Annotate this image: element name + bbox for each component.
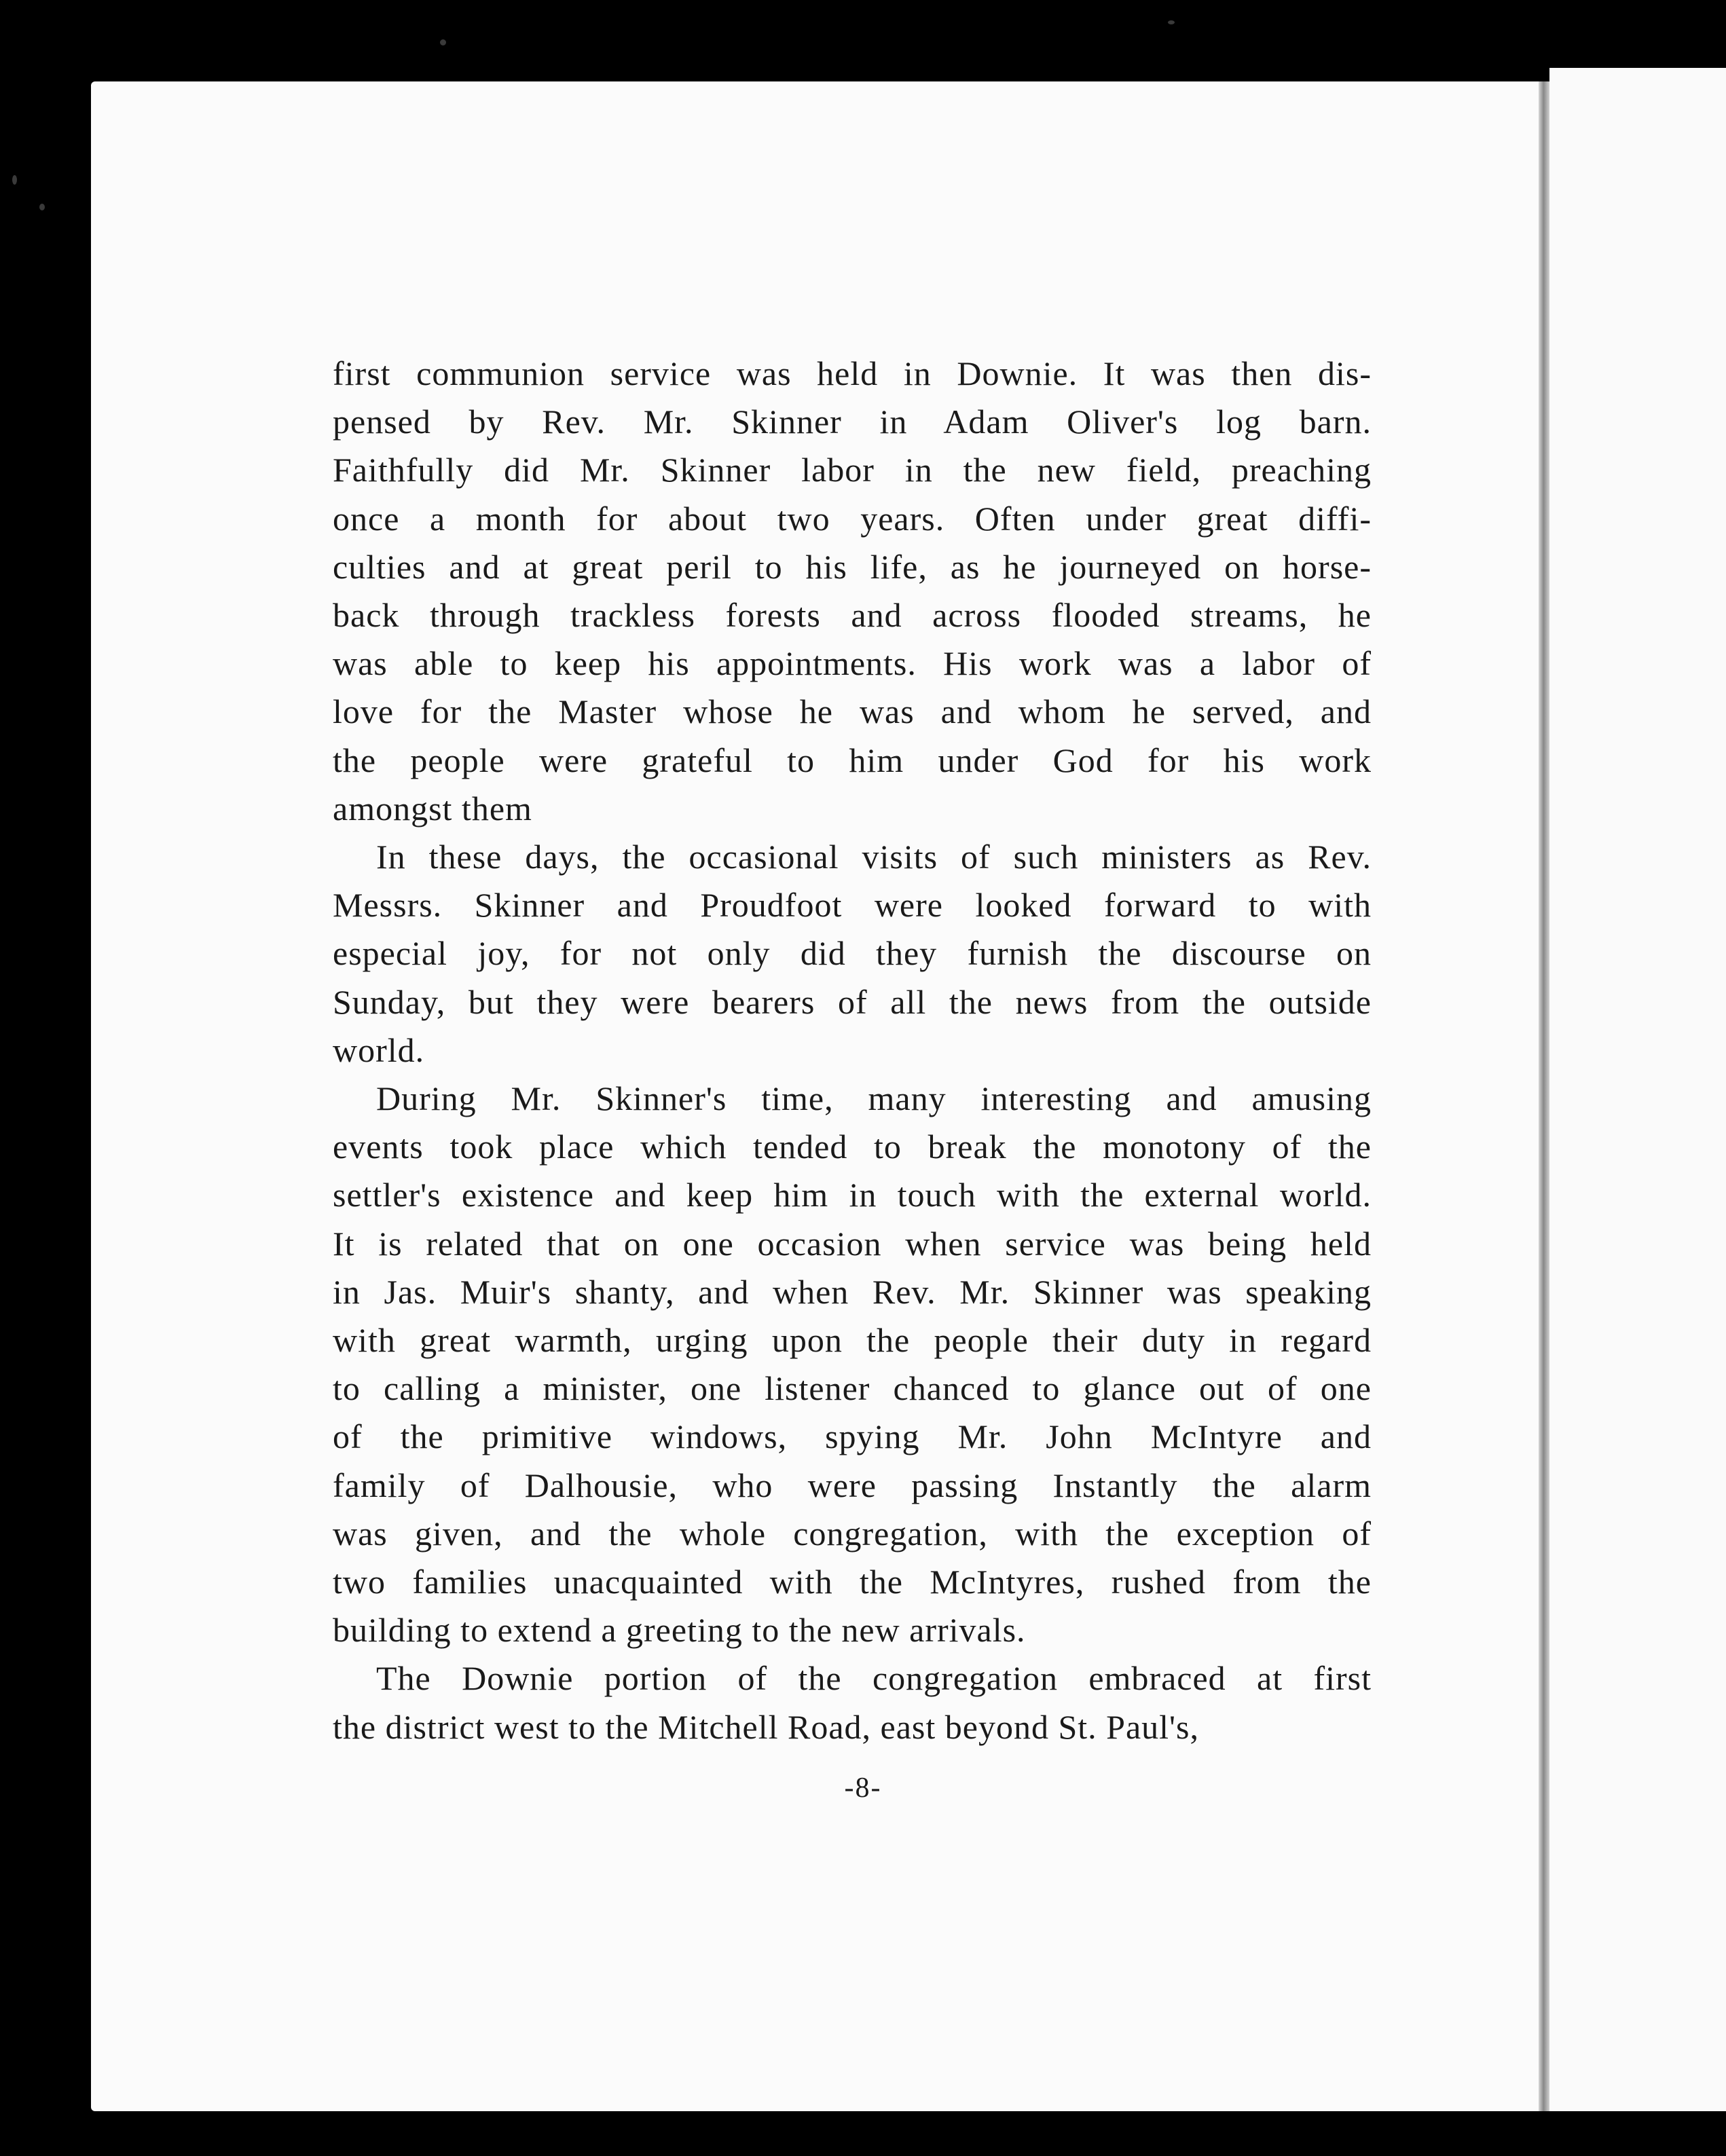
text-line: building to extend a greeting to the new arrivals. xyxy=(333,1611,1026,1650)
facing-page-edge xyxy=(1549,68,1726,2111)
text-line: of the primitive windows, spying Mr. John McIntyre and xyxy=(333,1417,1372,1456)
text-line: the district west to the Mitchell Road, east beyond St. Paul's, xyxy=(333,1707,1200,1746)
scan-speck xyxy=(440,39,446,45)
text-line: In these days, the occasional visits of such ministers as Rev. xyxy=(376,838,1372,876)
text-line: Messrs. Skinner and Proudfoot were looked forward to with xyxy=(333,886,1372,925)
text-line: It is related that on one occasion when service was being held xyxy=(333,1224,1372,1263)
text-line: family of Dalhousie, who were passing Instantly the alarm xyxy=(333,1466,1372,1504)
text-line: events took place which tended to break the monotony of the xyxy=(333,1128,1372,1166)
text-line: especial joy, for not only did they furnish the discourse on xyxy=(333,934,1372,973)
text-line: in Jas. Muir's shanty, and when Rev. Mr. Skinner was speaking xyxy=(333,1272,1372,1311)
scan-speck xyxy=(1168,20,1175,24)
body-text xyxy=(333,350,1372,1751)
page-number: -8- xyxy=(844,1772,882,1804)
text-line: amongst them xyxy=(333,789,532,828)
text-line: was given, and the whole congregation, with the exception of xyxy=(333,1514,1372,1553)
text-line: During Mr. Skinner's time, many interesting and amusing xyxy=(376,1079,1372,1118)
text-line: the people were grateful to him under God for his work xyxy=(333,741,1372,779)
scan-speck xyxy=(12,175,17,185)
text-line: settler's existence and keep him in touch with the external world. xyxy=(333,1176,1372,1214)
text-line: was able to keep his appointments. His work was a labor of xyxy=(333,644,1372,683)
text-line: culties and at great peril to his life, as he journeyed on horse- xyxy=(333,547,1372,586)
text-line: Sunday, but they were bearers of all the news from the outside xyxy=(333,982,1372,1021)
text-line: love for the Master whose he was and whom he served, and xyxy=(333,692,1372,731)
text-line: first communion service was held in Downie. It was then dis- xyxy=(333,354,1372,392)
text-line: with great warmth, urging upon the people their duty in regard xyxy=(333,1321,1372,1360)
text-line: The Downie portion of the congregation embraced at first xyxy=(376,1659,1372,1698)
text-line: two families unacquainted with the McIntyres, rushed from the xyxy=(333,1563,1372,1601)
text-line: Faithfully did Mr. Skinner labor in the new field, preaching xyxy=(333,451,1372,489)
text-line: to calling a minister, one listener chanced to glance out of one xyxy=(333,1369,1372,1408)
text-line: world. xyxy=(333,1030,425,1069)
text-line: once a month for about two years. Often under great diffi- xyxy=(333,499,1372,538)
text-line: pensed by Rev. Mr. Skinner in Adam Oliver's log barn. xyxy=(333,403,1372,441)
text-line: back through trackless forests and across flooded streams, he xyxy=(333,596,1372,635)
book-gutter xyxy=(1539,81,1549,2111)
scan-speck xyxy=(39,204,45,210)
